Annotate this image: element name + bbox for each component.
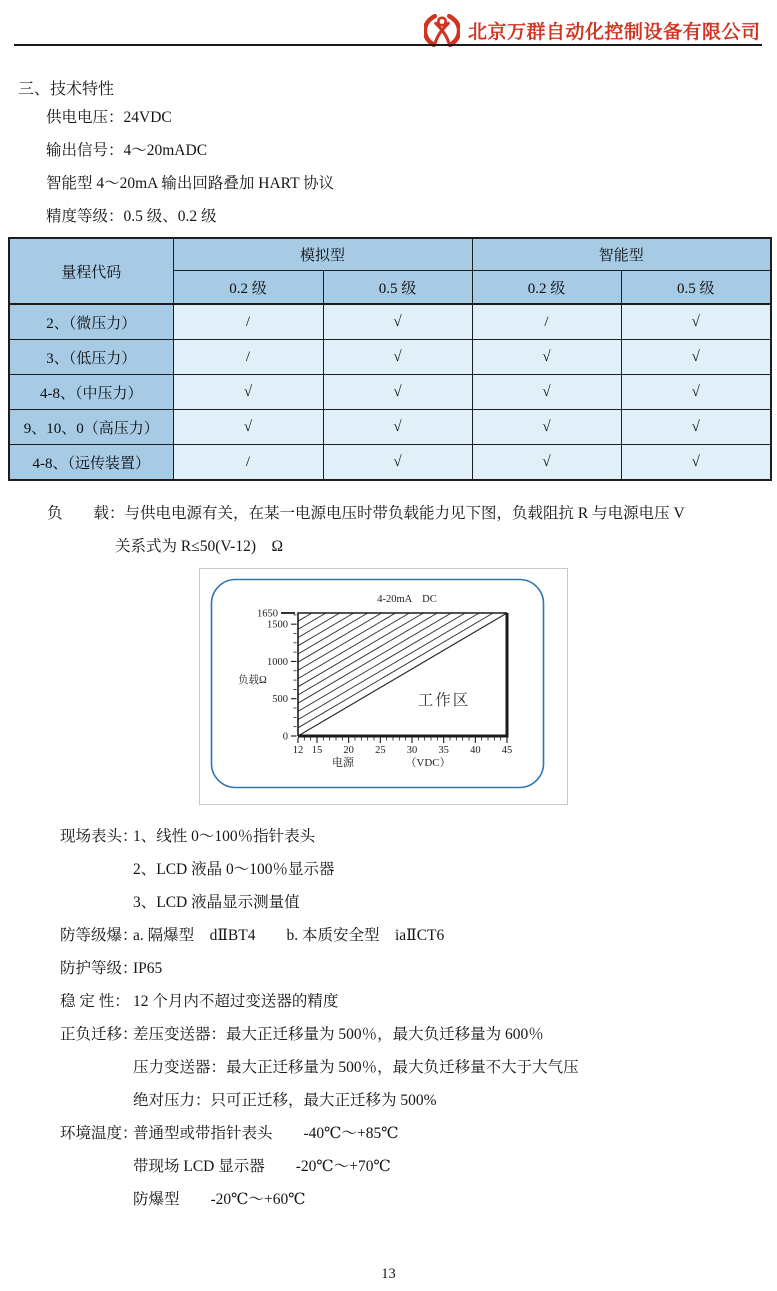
spec-line: 智能型 4～20mA 输出回路叠加 HART 协议	[46, 175, 335, 192]
detail-text: 3、LCD 液晶显示测量值	[133, 894, 300, 911]
detail-line	[60, 1018, 579, 1051]
table-row	[9, 304, 771, 340]
spec-line: 输出信号：4～20mADC	[46, 142, 208, 159]
availability-cell: /	[173, 304, 323, 340]
detail-line	[60, 1084, 579, 1117]
y-tick-label: 1000	[267, 656, 288, 668]
company-logo-icon	[424, 14, 460, 47]
detail-text: 差压变送器：最大正迁移量为 500％，最大负迁移量为 600％	[133, 1026, 544, 1043]
spec-line: 供电电压：24VDC	[46, 109, 172, 126]
detail-line	[60, 985, 579, 1018]
load-note-line2: 关系式为 R≤50(V-12) Ω	[115, 538, 283, 555]
detail-label: 现场表头：	[60, 828, 138, 845]
table-row	[9, 375, 771, 410]
chart-title: 4-20mA DC	[377, 594, 437, 605]
table-corner-header: 量程代码	[9, 238, 173, 304]
y-tick-label: 1500	[267, 619, 288, 631]
load-chart-svg	[200, 569, 567, 804]
availability-cell: √	[472, 445, 621, 481]
company-name: 北京万群自动化控制设备有限公司	[468, 21, 761, 43]
detail-text: 压力变送器：最大正迁移量为 500％，最大负迁移量不大于大气压	[133, 1059, 579, 1076]
y-axis-label: 负载Ω	[238, 675, 267, 686]
x-tick-label: 35	[438, 745, 449, 756]
availability-cell: /	[173, 445, 323, 481]
table-row	[9, 410, 771, 445]
detail-line	[60, 919, 579, 952]
detail-text: 防爆型 -20℃～+60℃	[133, 1191, 306, 1208]
x-axis-unit-label: （VDC）	[405, 757, 451, 769]
detail-label: 防护等级：	[60, 960, 138, 977]
load-note-line1: 负 载：与供电电源有关，在某一电源电压时带负载能力见下图，负载阻抗 R 与电源电压 V	[47, 505, 685, 522]
table-sub-header: 0.2 级	[173, 271, 323, 305]
availability-cell: √	[621, 304, 771, 340]
detail-text: 带现场 LCD 显示器 -20℃～+70℃	[133, 1158, 391, 1175]
load-capacity-chart	[199, 568, 568, 805]
detail-text: 1、线性 0～100％指针表头	[133, 828, 316, 845]
availability-cell: √	[621, 445, 771, 481]
availability-cell: √	[472, 375, 621, 410]
x-tick-label: 20	[343, 745, 354, 756]
detail-line	[60, 886, 579, 919]
range-code-cell: 4-8、（远传装置）	[9, 445, 173, 481]
y-tick-label: 500	[272, 694, 288, 706]
load-note	[47, 497, 685, 563]
availability-cell: √	[621, 410, 771, 445]
range-code-cell: 4-8、（中压力）	[9, 375, 173, 410]
detail-text: 2、LCD 液晶 0～100％显示器	[133, 861, 335, 878]
x-tick-label: 25	[375, 745, 386, 756]
detail-line	[60, 1150, 579, 1183]
detail-text: 12 个月内不超过变送器的精度	[133, 993, 339, 1010]
working-area-label: 工作区	[417, 692, 471, 709]
availability-cell: √	[173, 375, 323, 410]
availability-cell: /	[173, 340, 323, 375]
availability-cell: √	[472, 340, 621, 375]
availability-cell: √	[621, 340, 771, 375]
table-row	[9, 340, 771, 375]
x-tick-label: 12	[292, 745, 304, 756]
availability-cell: √	[323, 410, 472, 445]
range-code-cell: 2、（微压力）	[9, 304, 173, 340]
table-sub-header: 0.5 级	[323, 271, 472, 305]
detail-text: 绝对压力：只可正迁移，最大正迁移为 500%	[133, 1092, 437, 1109]
detail-text: a. 隔爆型 dⅡBT4 b. 本质安全型 iaⅡCT6	[133, 927, 445, 944]
detail-line	[60, 952, 579, 985]
table-group-header: 智能型	[472, 238, 771, 271]
range-code-cell: 9、10、0（高压力）	[9, 410, 173, 445]
load-note-label: 负 载：	[47, 505, 125, 522]
detail-text: 普通型或带指针表头 -40℃～+85℃	[133, 1125, 399, 1142]
detail-label: 环境温度：	[60, 1125, 138, 1142]
detail-line	[60, 853, 579, 886]
table-row	[9, 445, 771, 481]
spec-line: 精度等级：0.5 级、0.2 级	[46, 208, 217, 225]
availability-cell: √	[323, 445, 472, 481]
availability-cell: √	[323, 340, 472, 375]
detail-line	[60, 1051, 579, 1084]
x-tick-label: 30	[406, 745, 418, 756]
detail-label: 防等级爆：	[60, 927, 138, 944]
detail-spec-list	[60, 820, 579, 1216]
detail-label: 正负迁移：	[60, 1026, 138, 1043]
x-axis-label: 电源	[332, 757, 354, 769]
availability-cell: √	[323, 304, 472, 340]
page-number: 13	[381, 1266, 396, 1282]
table-group-header: 模拟型	[173, 238, 472, 271]
y-tick-label: 0	[282, 731, 288, 743]
x-tick-label: 40	[470, 745, 481, 756]
detail-label: 稳 定 性：	[60, 993, 130, 1010]
availability-cell: /	[472, 304, 621, 340]
availability-cell: √	[621, 375, 771, 410]
range-code-cell: 3、（低压力）	[9, 340, 173, 375]
spec-list	[46, 101, 334, 233]
table-sub-header: 0.2 级	[472, 271, 621, 305]
availability-cell: √	[472, 410, 621, 445]
availability-cell: √	[323, 375, 472, 410]
detail-text: IP65	[133, 960, 163, 977]
header-divider	[14, 44, 762, 46]
x-tick-label: 45	[501, 745, 513, 756]
table-sub-header: 0.5 级	[621, 271, 771, 305]
detail-line	[60, 1183, 579, 1216]
detail-line	[60, 1117, 579, 1150]
availability-cell: √	[173, 410, 323, 445]
page-header	[424, 13, 761, 47]
x-tick-label: 15	[311, 745, 323, 756]
section-title: 三、技术特性	[18, 81, 115, 98]
y-max-label: 1650	[257, 608, 278, 620]
detail-line	[60, 820, 579, 853]
range-code-table	[8, 237, 772, 481]
